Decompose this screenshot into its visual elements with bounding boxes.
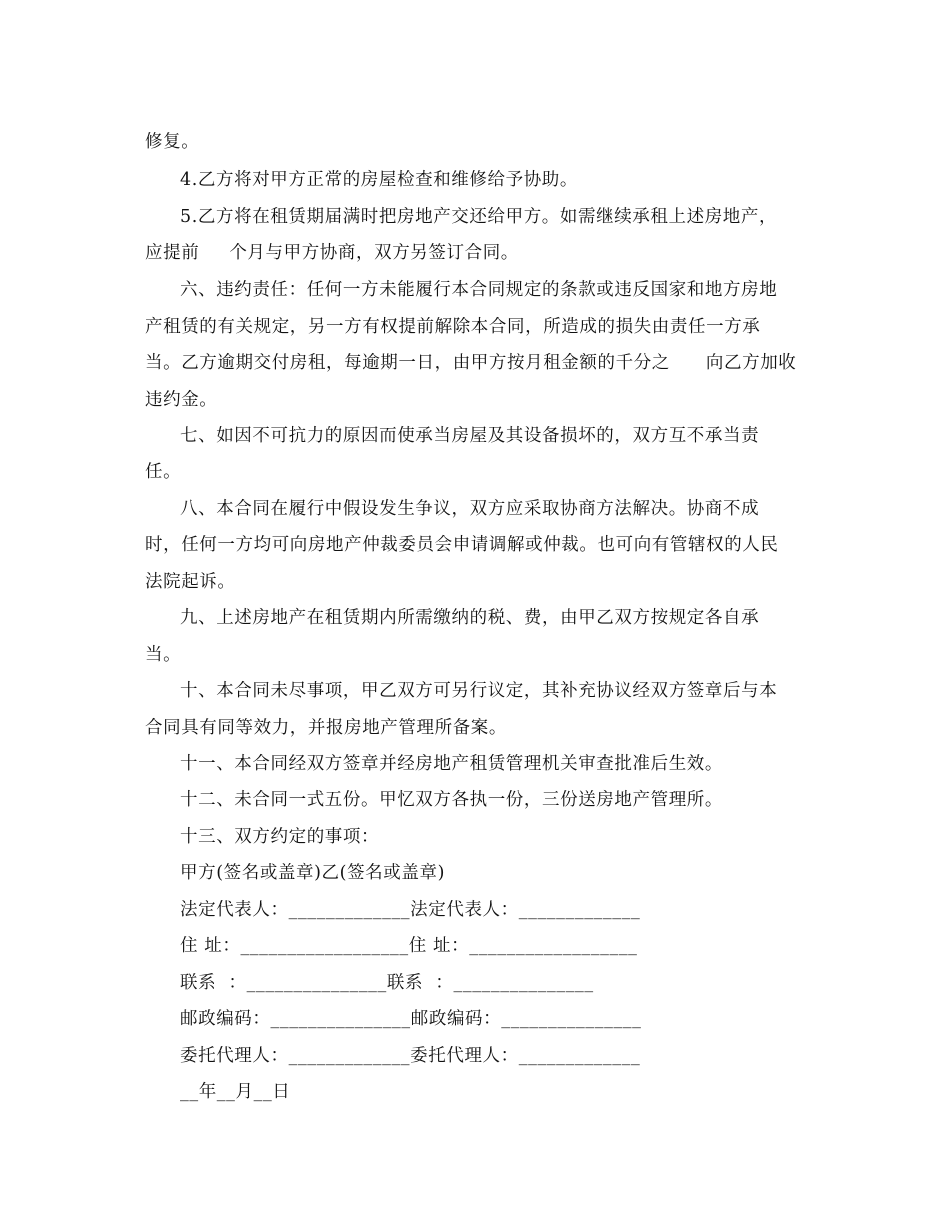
text-line: 当。 <box>145 645 182 665</box>
clause-9: 九、上述房地产在租赁期内所需缴纳的税、费，由甲乙双方按规定各自承 <box>180 608 760 628</box>
text-line: 时，任何一方均可向房地产仲裁委员会申请调解或仲裁。也可向有管辖权的人民 <box>145 535 779 555</box>
clause-11: 十一、本合同经双方签章并经房地产租赁管理机关审查批准后生效。 <box>180 754 723 774</box>
legal-rep-line: 法定代表人：_____________法定代表人：_____________ <box>180 900 641 920</box>
clause-10: 十、本合同未尽事项，甲乙双方可另行议定，其补充协议经双方签章后与本 <box>180 681 778 701</box>
postcode-line: 邮政编码：_______________邮政编码：_______________ <box>180 1009 642 1029</box>
date-line: __年__月__日 <box>180 1082 291 1102</box>
clause-4: 4.乙方将对甲方正常的房屋检查和维修给予协助。 <box>180 170 578 190</box>
clause-5: 5.乙方将在租赁期届满时把房地产交还给甲方。如需继续承租上述房地产， <box>180 207 778 227</box>
text-line <box>145 351 796 375</box>
text-line: 任。 <box>145 462 182 482</box>
clause-6: 六、违约责任：任何一方未能履行本合同规定的条款或违反国家和地方房地 <box>180 280 778 300</box>
contact-line: 联系 ：_______________联系 ：_______________ <box>180 973 594 993</box>
text-fragment: 当。乙方逾期交付房租，每逾期一日，由甲方按月租金额的千分之 <box>145 353 670 373</box>
clause-8: 八、本合同在履行中假设发生争议，双方应采取协商方法解决。协商不成 <box>180 499 760 519</box>
text-fragment: 向乙方加收 <box>705 353 797 373</box>
clause-7: 七、如因不可抗力的原因而使承当房屋及其设备损坏的，双方互不承当责 <box>180 426 760 446</box>
agent-line: 委托代理人：_____________委托代理人：_____________ <box>180 1046 641 1066</box>
clause-5-line-2 <box>145 241 519 265</box>
text-line: 法院起诉。 <box>145 572 236 592</box>
signature-header: 甲方(签名或盖章)乙(签名或盖章) <box>180 863 446 883</box>
text-line: 产租赁的有关规定，另一方有权提前解除本合同，所造成的损失由责任一方承 <box>145 317 761 337</box>
text-line: 合同具有同等效力，并报房地产管理所备案。 <box>145 718 507 738</box>
clause-13: 十三、双方约定的事项： <box>180 827 380 847</box>
text-line: 修复。 <box>145 132 200 152</box>
address-line: 住 址：__________________住 址：__________________ <box>180 936 638 956</box>
text-fragment: 个月与甲方协商，双方另签订合同。 <box>229 243 519 263</box>
clause-12: 十二、未合同一式五份。甲忆双方各执一份，三份送房地产管理所。 <box>180 790 723 810</box>
text-fragment: 应提前 <box>145 243 200 263</box>
text-line: 违约金。 <box>145 390 218 410</box>
